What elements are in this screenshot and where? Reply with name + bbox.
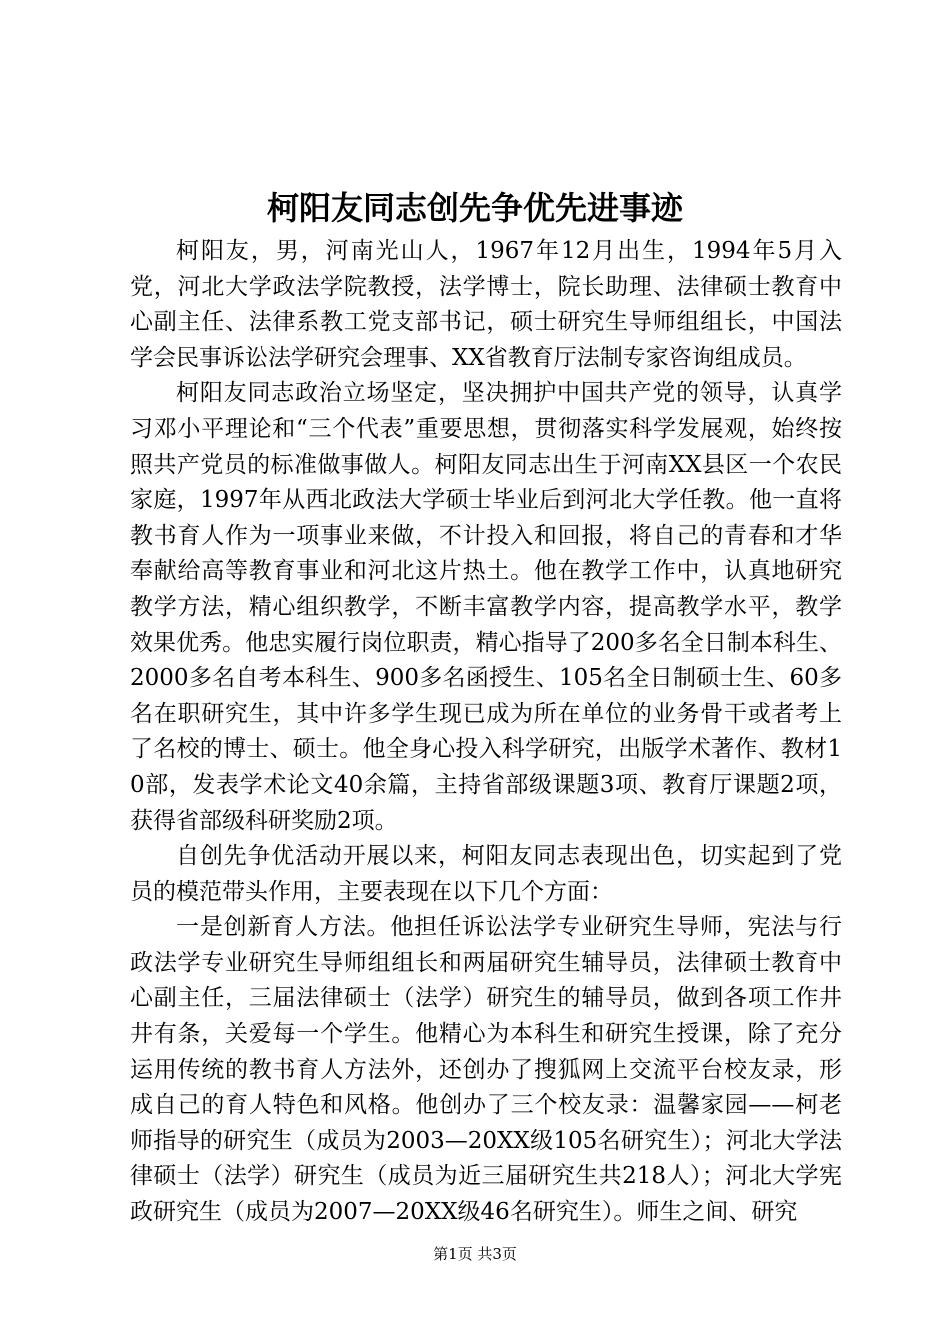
paragraph-political-stance: 柯阳友同志政治立场坚定，坚决拥护中国共产党的领导，认真学习邓小平理论和“三个代表”重要思想，贯彻落实科学发展观，始终按照共产党员的标准做事做人。柯阳友同志出生于河南XX县区一个农民家庭，1997年从西北政法大学硕士毕业后到河北大学任教。他一直将教书育人作为一项事业来做，不计投入和回报，将自己的青春和才华奉献给高等教育事业和河北这片热土。他在教学工作中，认真地研究教学方法，精心组织教学，不断丰富教学内容，提高教学水平，教学效果优秀。他忠实履行岗位职责，精心指导了200多名全日制本科生、2000多名自考本科生、900多名函授生、105名全日制硕士生、60多名在职研究生，其中许多学生现已成为所在单位的业务骨干或者考上了名校的博士、硕士。他全身心投入科学研究，出版学术著作、教材10部，发表学术论文40余篇，主持省部级课题3项、教育厅课题2项，获得省部级科研奖励2项。 xyxy=(130,380,842,834)
paragraph-intro: 柯阳友，男，河南光山人，1967年12月出生，1994年5月入党，河北大学政法学院教授，法学博士，院长助理、法律硕士教育中心副主任、法律系教工党支部书记，硕士研究生导师组组长，中国法学会民事诉讼法学研究会理事、XX省教育厅法制专家咨询组成员。 xyxy=(130,238,842,371)
paragraph-campaign-summary: 自创先争优活动开展以来，柯阳友同志表现出色，切实起到了党员的模范带头作用，主要表现在以下几个方面： xyxy=(130,843,842,905)
paragraph-education-methods: 一是创新育人方法。他担任诉讼法学专业研究生导师，宪法与行政法学专业研究生导师组组长和两届研究生辅导员，法律硕士教育中心副主任，三届法律硕士（法学）研究生的辅导员，做到各项工作井井有条，关爱每一个学生。他精心为本科生和研究生授课，除了充分运用传统的教书育人方法外，还创办了搜狐网上交流平台校友录，形成自己的育人特色和风格。他创办了三个校友录：温馨家园——柯老师指导的研究生（成员为2003—20XX级105名研究生）；河北大学法律硕士（法学）研究生（成员为近三届研究生共218人）；河北大学宪政研究生（成员为2007—20XX级46名研究生）。师生之间、研究 xyxy=(130,914,842,1226)
page-footer: 第1页 共3页 xyxy=(433,1245,517,1263)
document-body xyxy=(130,234,842,1231)
document-title: 柯阳友同志创先争优先进事迹 xyxy=(266,189,683,227)
